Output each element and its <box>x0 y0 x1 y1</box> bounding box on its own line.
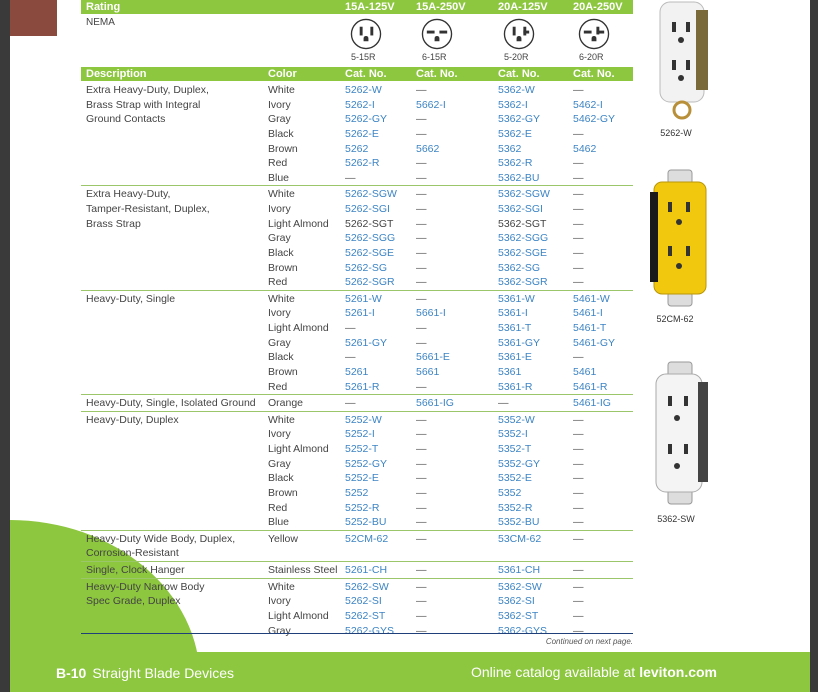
catalog-number-cell: — <box>573 157 584 170</box>
color-cell: Brown <box>268 261 298 274</box>
catalog-number-cell: — <box>416 443 427 455</box>
catalog-number-cell[interactable]: 5252-I <box>345 428 375 441</box>
catalog-number-cell: — <box>416 564 427 576</box>
continued-note: Continued on next page. <box>545 637 633 646</box>
color-cell: Gray <box>268 232 291 245</box>
table-row <box>81 365 633 380</box>
description-cell: Brass Strap with Integral <box>86 98 201 111</box>
table-row <box>81 350 633 365</box>
col-color: Color <box>268 68 297 80</box>
group-separator <box>81 578 633 579</box>
table-row <box>81 321 633 336</box>
catalog-number-cell[interactable]: 5261-GY <box>345 336 388 349</box>
rating-header-row <box>81 0 633 14</box>
color-cell: Ivory <box>268 307 291 320</box>
catalog-number-cell: — <box>416 380 427 393</box>
catalog-number-cell[interactable]: 5261-R <box>345 380 380 393</box>
description-cell: Heavy-Duty, Duplex <box>86 413 179 426</box>
catalog-number-cell[interactable]: 5462-I <box>573 98 603 111</box>
receptacle-photo-5262-w <box>650 0 715 127</box>
group-separator <box>81 185 633 186</box>
table-row <box>81 609 633 624</box>
color-cell: Blue <box>268 171 290 184</box>
catalog-number-cell: — <box>573 232 584 245</box>
photo-caption-3: 5362-SW <box>657 514 695 524</box>
catalog-number-cell[interactable]: 5362-SGG <box>498 232 549 245</box>
page-number: B-10 <box>56 665 87 681</box>
footer-catalog <box>471 664 717 680</box>
catalog-number-cell[interactable]: 5252-BU <box>345 516 387 529</box>
footer-section <box>56 665 234 681</box>
catalog-number-cell[interactable]: 5262-SW <box>345 580 389 593</box>
catalog-number-cell[interactable]: 52CM-62 <box>345 532 389 545</box>
catalog-number-cell[interactable]: 5362-W <box>498 84 535 96</box>
table-row <box>81 532 633 547</box>
color-cell: White <box>268 413 295 426</box>
table-row <box>81 231 633 246</box>
description-cell: Extra Heavy-Duty, Duplex, <box>86 84 209 96</box>
catalog-number-cell: — <box>416 127 427 140</box>
nema-code-3: 5-20R <box>504 52 529 62</box>
table-row <box>81 202 633 217</box>
color-cell: Blue <box>268 516 290 529</box>
table-row <box>81 442 633 457</box>
rating-20a-250v: 20A-250V <box>573 1 623 13</box>
catalog-number-cell[interactable]: 5661-I <box>416 307 446 320</box>
table-row <box>81 546 633 561</box>
group-separator <box>81 530 633 531</box>
description-cell: Spec Grade, Duplex <box>86 595 181 608</box>
catalog-number-cell: — <box>416 171 427 184</box>
table-row <box>81 413 633 428</box>
catalog-number-cell: — <box>573 171 584 184</box>
description-cell: Heavy-Duty Wide Body, Duplex, <box>86 532 236 545</box>
catalog-number-cell: — <box>498 397 509 410</box>
table-row <box>81 594 633 609</box>
color-cell: Ivory <box>268 428 291 441</box>
catalog-number-cell[interactable]: 5262-E <box>345 127 379 140</box>
catalog-number-cell[interactable]: 5461-GY <box>573 336 616 349</box>
catalog-number-cell: — <box>416 246 427 259</box>
catalog-number-cell: — <box>416 532 427 545</box>
catalog-number-cell[interactable]: 5352-W <box>498 413 535 426</box>
table-row <box>81 396 633 411</box>
table-row <box>81 275 633 290</box>
color-cell: White <box>268 84 295 96</box>
catalog-number-cell[interactable]: 5262-I <box>345 98 375 111</box>
catalog-number-cell[interactable]: 5262-SGG <box>345 232 396 245</box>
table-row <box>81 580 633 595</box>
catalog-number-cell: — <box>416 457 427 470</box>
table-row <box>81 261 633 276</box>
color-cell: Yellow <box>268 532 298 545</box>
color-cell: Black <box>268 127 294 140</box>
catalog-number-cell: — <box>416 428 427 441</box>
catalog-number-cell: — <box>416 217 427 230</box>
catalog-number-cell[interactable]: 5352-BU <box>498 516 540 529</box>
receptacle-photo-5362-sw <box>646 360 714 513</box>
color-cell: Gray <box>268 336 291 349</box>
color-cell: Black <box>268 351 294 364</box>
catalog-number-cell: — <box>573 351 584 364</box>
catalog-number-cell: — <box>416 595 427 608</box>
catalog-number-cell[interactable]: 5362-SGI <box>498 203 543 215</box>
catalog-number-cell[interactable]: 5261 <box>345 365 369 378</box>
col-catno-3: Cat. No. <box>498 68 540 80</box>
catalog-number-cell[interactable]: 5252 <box>345 486 369 499</box>
color-cell: Black <box>268 246 294 259</box>
color-cell: Brown <box>268 142 298 155</box>
table-row <box>81 187 633 202</box>
catalog-number-cell: — <box>573 516 584 529</box>
table-row <box>81 380 633 395</box>
catalog-number-cell[interactable]: 5461-W <box>573 292 610 305</box>
catalog-number-cell: — <box>416 336 427 349</box>
table-row <box>81 457 633 472</box>
catalog-number-cell[interactable]: 5262 <box>345 142 369 155</box>
catalog-number-cell[interactable]: 5362-SG <box>498 261 541 274</box>
catalog-number-cell: — <box>345 171 356 184</box>
table-row <box>81 563 633 578</box>
catalog-number-cell[interactable]: 5662 <box>416 142 440 155</box>
catalog-number-cell[interactable]: 5262-GYS <box>345 624 395 637</box>
catalog-number-cell: — <box>416 157 427 170</box>
table-row <box>81 486 633 501</box>
catalog-number-cell[interactable]: 5361-T <box>498 322 532 334</box>
catalog-number-cell: — <box>345 351 356 364</box>
color-cell: Orange <box>268 397 304 410</box>
catalog-number-cell[interactable]: 5362-SGW <box>498 188 550 201</box>
catalog-number-cell: — <box>573 624 584 637</box>
color-cell: Brown <box>268 365 298 378</box>
group-separator <box>81 561 633 562</box>
catalog-number-cell[interactable]: 5362-I <box>498 98 528 111</box>
catalog-number-cell: — <box>573 472 584 485</box>
catalog-number-cell[interactable]: 5361 <box>498 365 522 378</box>
catalog-number-cell: — <box>416 609 427 622</box>
catalog-number-cell[interactable]: 5262-ST <box>345 609 386 622</box>
col-catno-4: Cat. No. <box>573 68 615 80</box>
catalog-number-cell[interactable]: 5262-SGI <box>345 203 390 215</box>
color-cell: Ivory <box>268 98 291 111</box>
catalog-number-cell[interactable]: 5262-SGE <box>345 246 395 259</box>
description-cell: Single, Clock Hanger <box>86 564 185 576</box>
table-row <box>81 501 633 516</box>
catalog-number-cell: — <box>416 322 427 334</box>
group-separator <box>81 290 633 291</box>
catalog-number-cell[interactable]: 5352 <box>498 486 522 499</box>
catalog-number-cell[interactable]: 5362-GY <box>498 113 541 126</box>
catalog-number-cell[interactable]: 5252-E <box>345 472 379 485</box>
color-cell: Gray <box>268 624 291 637</box>
group-separator <box>81 411 633 412</box>
catalog-number-cell: — <box>573 595 584 608</box>
catalog-number-cell: — <box>416 232 427 245</box>
catalog-number-cell: — <box>573 443 584 455</box>
description-cell: Tamper-Resistant, Duplex, <box>86 203 210 215</box>
color-cell: Red <box>268 157 288 170</box>
catalog-number-cell: — <box>573 564 584 576</box>
color-cell: Brown <box>268 486 298 499</box>
catalog-number-cell[interactable]: 5661 <box>416 365 440 378</box>
website-link[interactable]: leviton.com <box>639 664 717 680</box>
catalog-number-cell[interactable]: 5352-I <box>498 428 528 441</box>
catalog-number-cell: — <box>416 516 427 529</box>
catalog-number-cell: — <box>416 203 427 215</box>
table-row <box>81 515 633 530</box>
catalog-number-cell[interactable]: 5661-E <box>416 351 450 364</box>
catalog-number-cell: — <box>416 113 427 126</box>
catalog-number-cell: — <box>416 486 427 499</box>
catalog-number-cell: — <box>573 413 584 426</box>
color-cell: Red <box>268 276 288 289</box>
col-catno-2: Cat. No. <box>416 68 458 80</box>
catalog-number-cell: — <box>416 188 427 201</box>
table-row <box>81 336 633 351</box>
catalog-number-cell[interactable]: 5262-SG <box>345 261 388 274</box>
color-cell: Black <box>268 472 294 485</box>
catalog-number-cell[interactable]: 5352-T <box>498 443 532 455</box>
color-cell: White <box>268 188 295 201</box>
catalog-number-cell[interactable]: 5262-SGW <box>345 188 397 201</box>
catalog-number-cell[interactable]: 5362-GYS <box>498 624 548 637</box>
catalog-number-cell: — <box>573 580 584 593</box>
catalog-number-cell: — <box>416 580 427 593</box>
color-cell: Light Almond <box>268 443 329 455</box>
table-row <box>81 427 633 442</box>
table-row <box>81 171 633 186</box>
catalog-number-cell[interactable]: 5461 <box>573 365 597 378</box>
color-cell: Ivory <box>268 595 291 608</box>
table-row <box>81 306 633 321</box>
catalog-number-cell[interactable]: 5362-ST <box>498 609 539 622</box>
catalog-number-cell[interactable]: 5361-E <box>498 351 532 364</box>
catalog-number-cell[interactable]: 5362-R <box>498 157 533 170</box>
catalog-number-cell[interactable]: 5362-SI <box>498 595 535 608</box>
table-row <box>81 471 633 486</box>
catalog-number-cell[interactable]: 5461-I <box>573 307 603 320</box>
table-row <box>81 624 633 639</box>
catalog-number-cell: — <box>416 501 427 514</box>
catalog-number-cell[interactable]: 5462-GY <box>573 113 616 126</box>
catalog-number-cell[interactable]: 5262-R <box>345 157 380 170</box>
photo-caption-2: 52CM-62 <box>656 314 694 324</box>
catalog-number-cell[interactable]: 5662-I <box>416 98 446 111</box>
color-cell: Red <box>268 501 288 514</box>
color-cell: Light Almond <box>268 322 329 334</box>
catalog-number-cell[interactable]: 5461-R <box>573 380 608 393</box>
description-cell: Corrosion-Resistant <box>86 547 179 560</box>
catalog-number-cell[interactable]: 5352-GY <box>498 457 541 470</box>
catalog-number-cell: — <box>416 472 427 485</box>
catalog-number-cell[interactable]: 5262-GY <box>345 113 388 126</box>
catalog-number-cell: — <box>416 84 427 96</box>
catalog-number-cell[interactable]: 5252-R <box>345 501 380 514</box>
catalog-number-cell: — <box>416 292 427 305</box>
catalog-number-cell[interactable]: 5262-SGR <box>345 276 395 289</box>
catalog-number-cell[interactable]: 5362-SW <box>498 580 542 593</box>
nema-code-4: 6-20R <box>579 52 604 62</box>
table-row <box>81 127 633 142</box>
catalog-number-cell[interactable]: 53CM-62 <box>498 532 542 545</box>
catalog-number-cell: — <box>573 501 584 514</box>
table-body <box>81 83 633 638</box>
col-description: Description <box>86 68 147 80</box>
col-catno-1: Cat. No. <box>345 68 387 80</box>
catalog-number-cell[interactable]: 5362-E <box>498 127 532 140</box>
color-cell: Stainless Steel <box>268 564 338 576</box>
rating-15a-250v: 15A-250V <box>416 1 466 13</box>
nema-code-2: 6-15R <box>422 52 447 62</box>
catalog-number-cell: — <box>573 217 584 230</box>
catalog-number-cell[interactable]: 5461-T <box>573 322 607 334</box>
catalog-number-cell: — <box>573 84 584 96</box>
catalog-number-cell[interactable]: 5261-I <box>345 307 375 320</box>
rating-15a-125v: 15A-125V <box>345 1 395 13</box>
catalog-number-cell[interactable]: 5352-E <box>498 472 532 485</box>
table-row <box>81 156 633 171</box>
description-cell: Brass Strap <box>86 217 141 230</box>
catalog-number-cell[interactable]: 5252-T <box>345 443 379 455</box>
photo-caption-1: 5262-W <box>660 128 692 138</box>
catalog-text: Online catalog available at <box>470 664 636 680</box>
description-cell: Ground Contacts <box>86 113 166 126</box>
rating-20a-125v: 20A-125V <box>498 1 548 13</box>
catalog-number-cell[interactable]: 5361-W <box>498 292 535 305</box>
catalog-number-cell[interactable]: 5262-SI <box>345 595 382 608</box>
catalog-number-cell: — <box>573 532 584 545</box>
column-header-row <box>81 67 633 81</box>
catalog-number-cell[interactable]: 5462 <box>573 142 597 155</box>
catalog-number-cell[interactable]: 5262-W <box>345 84 382 96</box>
section-title: Straight Blade Devices <box>92 665 234 681</box>
table-row <box>81 217 633 232</box>
nema-label: NEMA <box>86 17 115 28</box>
catalog-number-cell: — <box>573 203 584 215</box>
catalog-number-cell: — <box>416 413 427 426</box>
catalog-number-cell[interactable]: 5352-R <box>498 501 533 514</box>
catalog-number-cell[interactable]: 5361-CH <box>498 564 541 576</box>
table-bottom-rule <box>81 633 633 634</box>
description-cell: Extra Heavy-Duty, <box>86 188 171 201</box>
color-cell: Gray <box>268 113 291 126</box>
catalog-number-cell[interactable]: 5262-SGT <box>345 217 394 230</box>
catalog-number-cell: — <box>573 276 584 289</box>
description-cell: Heavy-Duty, Single, Isolated Ground <box>86 397 256 410</box>
catalog-number-cell[interactable]: 5362-BU <box>498 171 540 184</box>
color-cell: Red <box>268 380 288 393</box>
color-cell: Ivory <box>268 203 291 215</box>
catalog-number-cell[interactable]: 5252-GY <box>345 457 388 470</box>
catalog-number-cell[interactable]: 5261-CH <box>345 564 388 576</box>
catalog-number-cell[interactable]: 5362 <box>498 142 522 155</box>
rating-label: Rating <box>86 1 121 13</box>
catalog-number-cell: — <box>345 322 356 334</box>
catalog-number-cell: — <box>416 624 427 637</box>
group-separator <box>81 394 633 395</box>
color-cell: Gray <box>268 457 291 470</box>
catalog-number-cell: — <box>573 457 584 470</box>
color-cell: White <box>268 292 295 305</box>
catalog-number-cell: — <box>573 486 584 499</box>
color-cell: White <box>268 580 295 593</box>
color-cell: Light Almond <box>268 609 329 622</box>
catalog-number-cell: — <box>345 397 356 410</box>
catalog-number-cell: — <box>573 127 584 140</box>
catalog-number-cell[interactable]: 5362-SGE <box>498 246 548 259</box>
catalog-page <box>10 0 810 692</box>
description-cell: Heavy-Duty Narrow Body <box>86 580 205 593</box>
table-row <box>81 142 633 157</box>
catalog-number-cell: — <box>573 609 584 622</box>
section-tab <box>10 0 57 36</box>
catalog-number-cell: — <box>573 261 584 274</box>
catalog-number-cell[interactable]: 5362-SGT <box>498 217 547 230</box>
catalog-number-cell[interactable]: 5261-W <box>345 292 382 305</box>
description-cell: Heavy-Duty, Single <box>86 292 176 305</box>
page-footer <box>10 652 810 692</box>
table-row <box>81 83 633 98</box>
catalog-number-cell: — <box>416 261 427 274</box>
catalog-number-cell[interactable]: 5461-IG <box>573 397 611 410</box>
catalog-number-cell[interactable]: 5362-SGR <box>498 276 548 289</box>
table-row <box>81 112 633 127</box>
table-row <box>81 246 633 261</box>
color-cell: Light Almond <box>268 217 329 230</box>
catalog-number-cell: — <box>416 276 427 289</box>
catalog-number-cell[interactable]: 5661-IG <box>416 397 454 410</box>
catalog-number-cell: — <box>573 246 584 259</box>
catalog-number-cell: — <box>573 188 584 201</box>
table-row <box>81 98 633 113</box>
nema-code-1: 5-15R <box>351 52 376 62</box>
table-row <box>81 292 633 307</box>
catalog-number-cell[interactable]: 5252-W <box>345 413 382 426</box>
receptacle-photo-52cm-62 <box>646 168 714 313</box>
catalog-number-cell[interactable]: 5361-GY <box>498 336 541 349</box>
catalog-number-cell[interactable]: 5361-I <box>498 307 528 320</box>
catalog-number-cell: — <box>573 428 584 441</box>
catalog-number-cell[interactable]: 5361-R <box>498 380 533 393</box>
